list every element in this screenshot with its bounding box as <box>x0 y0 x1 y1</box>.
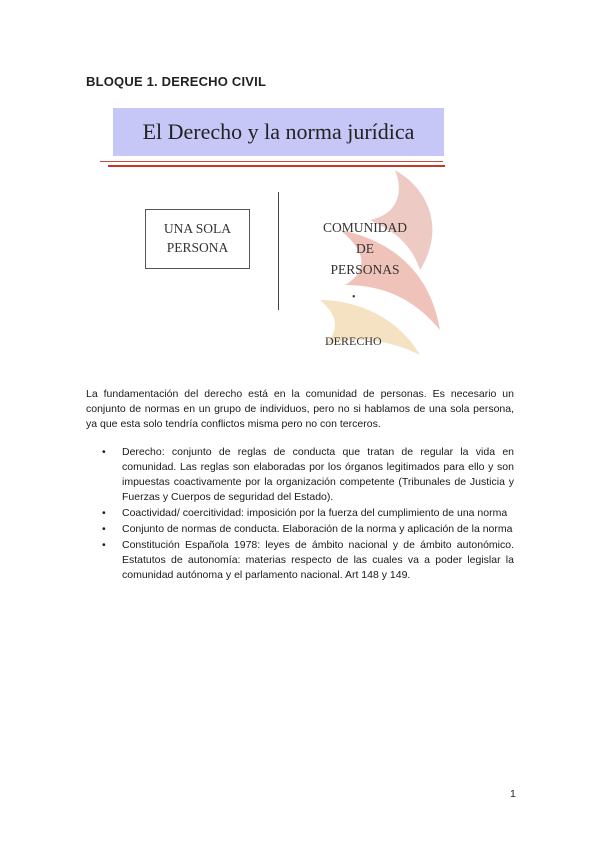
bullet-icon: • <box>102 507 106 519</box>
block-title: BLOQUE 1. DERECHO CIVIL <box>86 74 267 89</box>
section-banner <box>113 108 444 156</box>
community-line-2: DE <box>356 241 374 256</box>
page-number: 1 <box>510 788 516 800</box>
list-item <box>102 522 514 537</box>
list-item <box>102 538 514 583</box>
community-line-3: PERSONAS <box>330 262 400 277</box>
single-person-line-1: UNA SOLA <box>163 221 232 236</box>
diagram-marker: • <box>352 292 356 303</box>
single-person-line-2: PERSONA <box>166 240 229 255</box>
intro-paragraph: La fundamentación del derecho está en la comunidad de personas. Es necesario un conjunto de normas en un grupo de individuos, pero no si hablamos de una sola persona, ya que esta solo tendría conflictos misma pero no con terceros. <box>86 388 514 430</box>
bullet-icon: • <box>102 446 106 458</box>
bullet-icon: • <box>102 523 106 535</box>
list-item-text: Conjunto de normas de conducta. Elaboración de la norma y aplicación de la norma <box>122 523 513 535</box>
bullet-icon: • <box>102 539 106 551</box>
bullet-list <box>102 445 514 584</box>
list-item-text: Constitución Española 1978: leyes de ámbito nacional y de ámbito autonómico. Estatutos de autonomía: materias respecto de las cuales va a poder legislar la comunidad autónoma y el parlamento nacional. Art 148 y 149. <box>122 539 514 581</box>
banner-title: El Derecho y la norma jurídica <box>142 119 415 144</box>
diagram-divider <box>278 192 279 310</box>
list-item-text: Derecho: conjunto de reglas de conducta que tratan de regular la vida en comunidad. Las reglas son elaboradas por los órganos legitimados para ello y son impuestas coactivamente por la organización competente (Tribunales de Justicia y Fuerzas y Cuerpos de seguridad del Estado). <box>122 446 514 503</box>
derecho-label: DERECHO <box>325 334 382 348</box>
community-line-1: COMUNIDAD <box>323 220 407 235</box>
list-item-text: Coactividad/ coercitividad: imposición por la fuerza del cumplimiento de una norma <box>122 507 508 519</box>
list-item <box>102 445 514 505</box>
list-item <box>102 506 514 521</box>
community-label <box>310 217 420 280</box>
single-person-box <box>145 209 250 269</box>
